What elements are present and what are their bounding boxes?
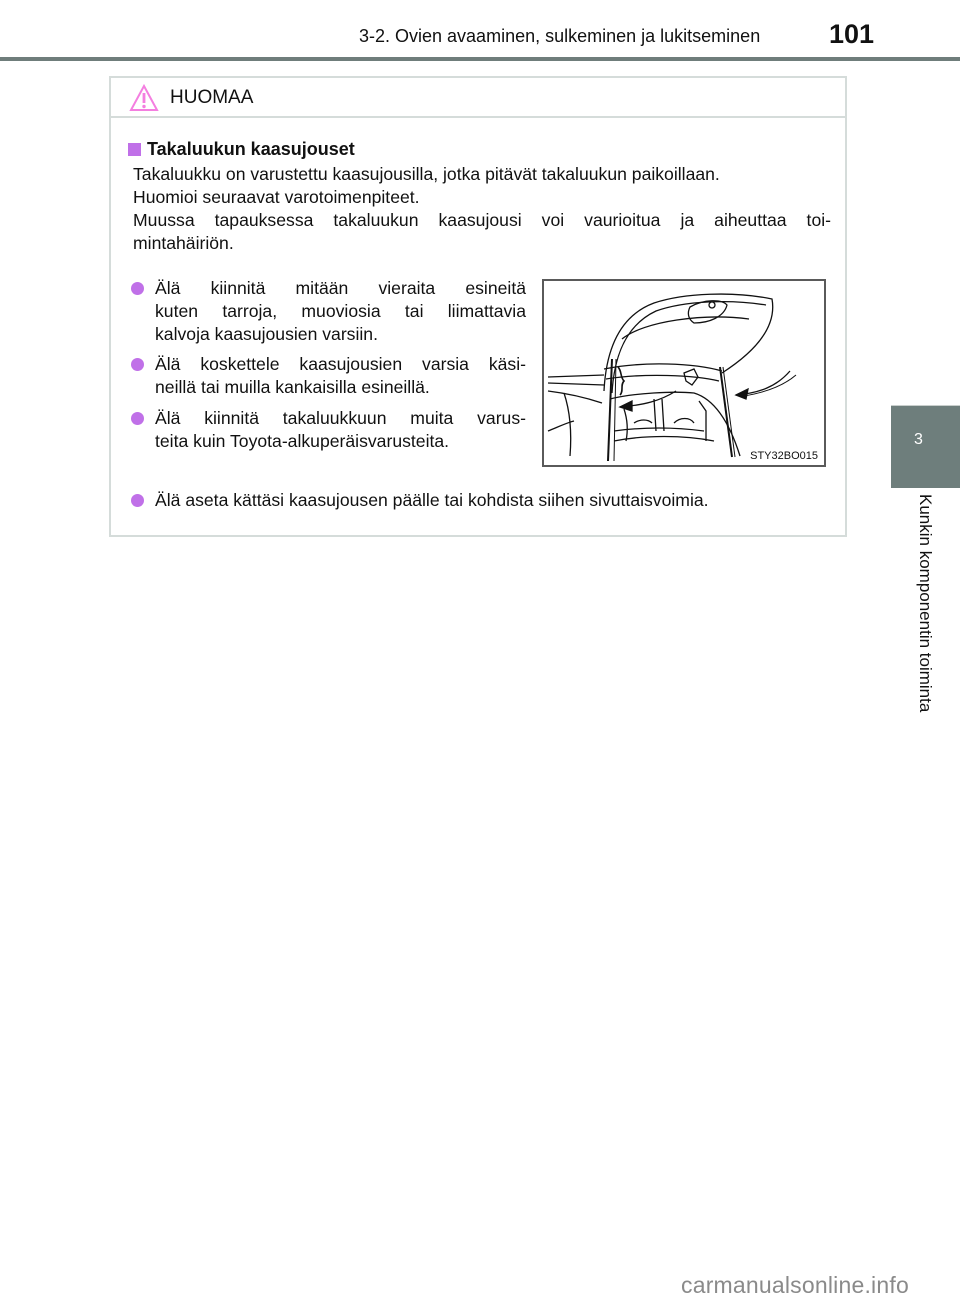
bullet-item [131, 277, 526, 346]
bullet-line: Älä kiinnitä takaluukkuun muita varus- [155, 408, 526, 428]
bullet-line: kuten tarroja, muoviosia tai liimattavia [155, 301, 526, 321]
notice-box [109, 76, 847, 537]
round-bullet-icon [131, 494, 144, 507]
bullet-line: Älä aseta kättäsi kaasujousen päälle tai kohdista siihen sivuttaisvoimia. [155, 490, 709, 510]
bullet-line: neillä tai muilla kankaisilla esineillä. [155, 377, 430, 397]
intro-paragraph [133, 163, 831, 255]
page-number: 101 [829, 19, 875, 49]
round-bullet-icon [131, 412, 144, 425]
bullet-item [131, 353, 526, 399]
bullet-item [131, 489, 709, 512]
intro-line: mintahäiriön. [133, 233, 234, 253]
bullet-item [131, 407, 526, 453]
intro-line: Huomioi seuraavat varotoimenpiteet. [133, 187, 420, 207]
header-divider [0, 57, 960, 61]
chapter-tab[interactable] [891, 405, 960, 488]
back-door-gas-strut-illustration [542, 279, 826, 467]
warning-triangle-icon [129, 84, 159, 112]
section-heading-text: Takaluukun kaasujouset [147, 139, 355, 159]
bullet-line: Älä kiinnitä mitään vieraita esineitä [155, 278, 526, 298]
chapter-number: 3 [914, 431, 923, 448]
bullet-line: kalvoja kaasujousien varsiin. [155, 324, 378, 344]
bullet-line: teita kuin Toyota-alkuperäisvarusteita. [155, 431, 450, 451]
round-bullet-icon [131, 358, 144, 371]
watermark: carmanualsonline.info [681, 1272, 909, 1298]
section-title: 3-2. Ovien avaaminen, sulkeminen ja lukitseminen [359, 26, 761, 46]
notice-title: HUOMAA [170, 87, 254, 108]
notice-header [111, 78, 845, 118]
round-bullet-icon [131, 282, 144, 295]
chapter-label: Kunkin komponentin toiminta [916, 494, 935, 713]
bullet-line: Älä koskettele kaasujousien varsia käsi- [155, 354, 526, 374]
intro-line: Muussa tapauksessa takaluukun kaasujousi voi vaurioitua ja aiheuttaa toi- [133, 210, 831, 230]
figure-code: STY32BO015 [750, 450, 818, 462]
intro-line: Takaluukku on varustettu kaasujousilla, jotka pitävät takaluukun paikoillaan. [133, 164, 720, 184]
square-bullet-icon [128, 143, 141, 156]
section-heading [128, 139, 355, 160]
